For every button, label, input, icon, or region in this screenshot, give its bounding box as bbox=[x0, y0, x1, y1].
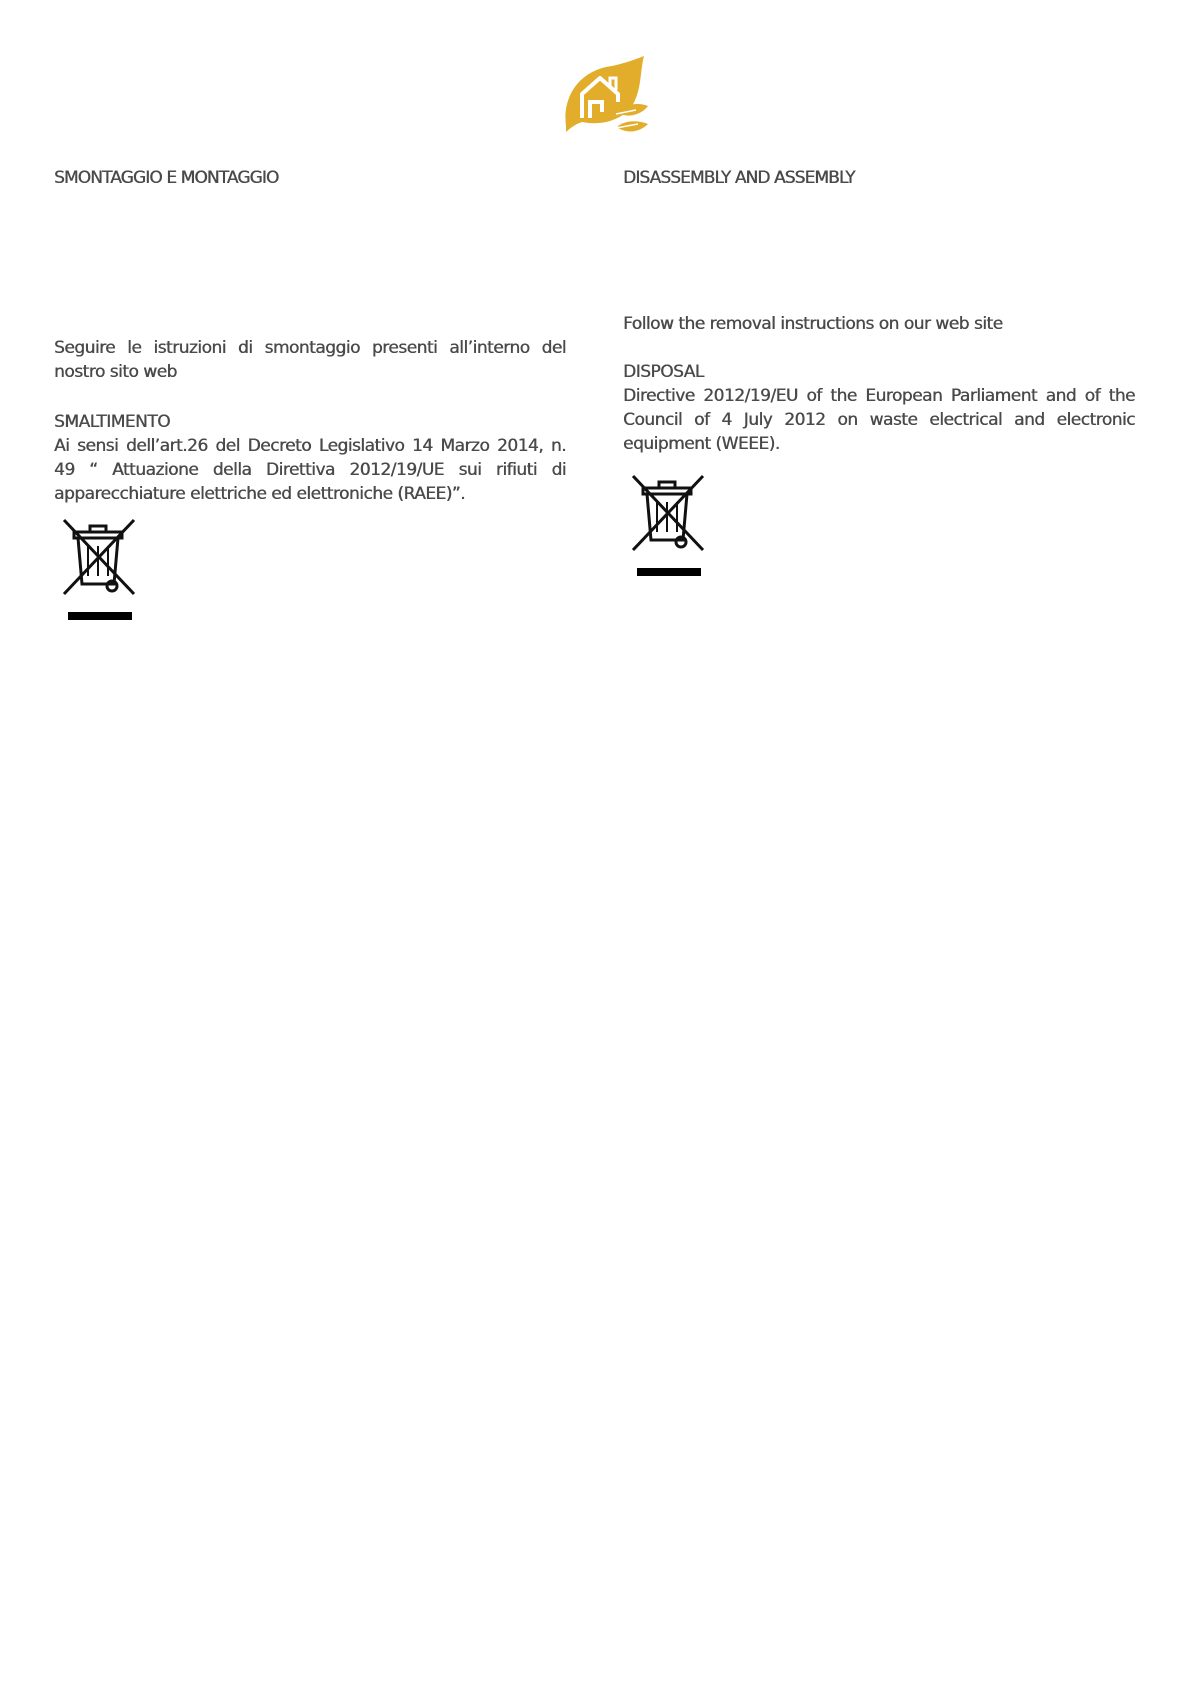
english-instructions-text: Follow the removal instructions on our web site bbox=[623, 314, 1003, 334]
italian-instructions-text: Seguire le istruzioni di smontaggio presenti all’interno del nostro sito web bbox=[54, 338, 566, 382]
english-disposal-heading: DISPOSAL bbox=[623, 362, 704, 382]
english-section-title: DISASSEMBLY AND ASSEMBLY bbox=[623, 168, 855, 188]
italian-disposal-text: Ai sensi dell’art.26 del Decreto Legislativo 14 Marzo 2014, n. 49 “ Attuazione della Direttiva 2012/19/UE sui rifiuti di apparecchiature elettriche ed elettroniche (RAEE)”. bbox=[54, 436, 566, 504]
leaf-house-logo-icon bbox=[560, 56, 650, 134]
crossed-out-wheelie-bin-icon bbox=[627, 470, 707, 580]
english-disposal-text: Directive 2012/19/EU of the European Parliament and of the Council of 4 July 2012 on waste electrical and electronic equipment (WEEE). bbox=[623, 386, 1135, 454]
italian-section-title: SMONTAGGIO E MONTAGGIO bbox=[54, 168, 279, 188]
crossed-out-wheelie-bin-icon bbox=[58, 514, 138, 624]
italian-disposal-heading: SMALTIMENTO bbox=[54, 412, 171, 432]
